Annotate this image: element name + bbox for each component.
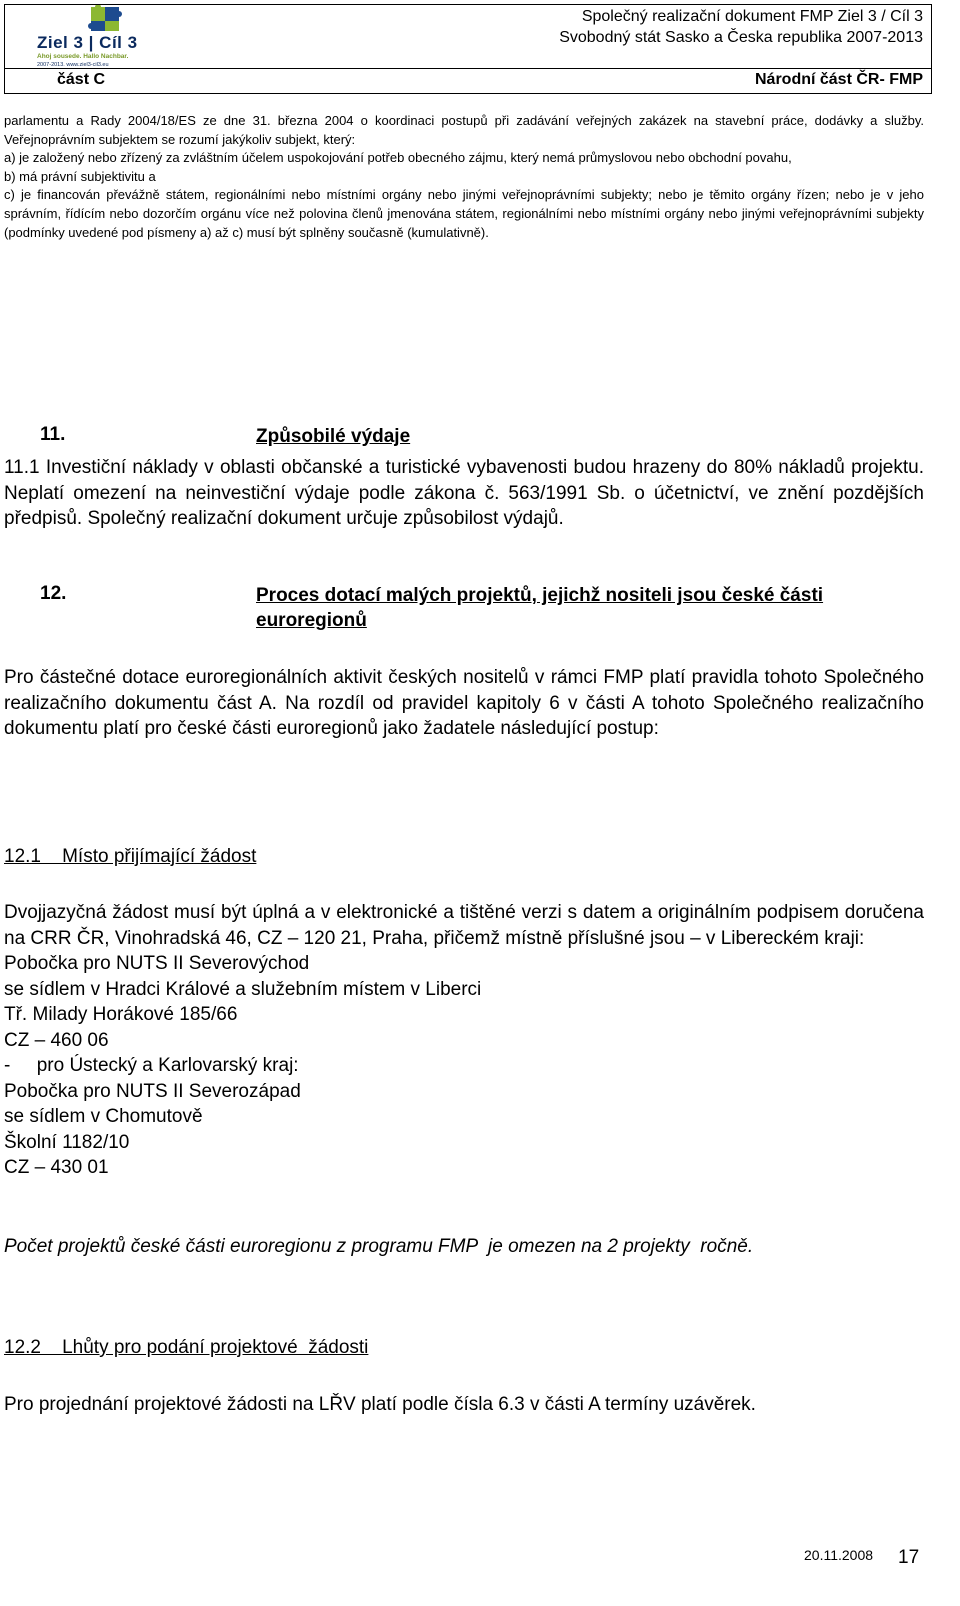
header-title-2: Svobodný stát Sasko a Česka republika 2007-2013 xyxy=(559,29,923,46)
section-11-title: Způsobilé výdaje xyxy=(256,426,411,447)
header-title-1: Společný realizační dokument FMP Ziel 3 / Cíl 3 xyxy=(581,8,923,25)
section-12-1-heading xyxy=(4,844,924,870)
address-line: - pro Ústecký a Karlovarský kraj: xyxy=(4,1055,299,1076)
section-12-title-line-2: euroregionů xyxy=(256,610,367,631)
ziel3-logo xyxy=(7,5,147,71)
section-12-2-paragraph: Pro projednání projektové žádosti na LŘV platí podle čísla 6.3 v části A termíny uzávěrek. xyxy=(4,1394,756,1415)
section-12-1-paragraph: Dvojjazyčná žádost musí být úplná a v elektronické a tištěné verzi s datem a originálním podpisem doručena na CRR ČR, Vinohradská 46, CZ – 120 21, Praha, přičemž místně příslušné jsou – v Libereckém kraji: xyxy=(4,902,924,949)
address-line: se sídlem v Chomutově xyxy=(4,1106,203,1127)
section-12-paragraph: Pro částečné dotace euroregionálních aktivit českých nositelů v rámci FMP platí pravidla tohoto Společného realizačního dokumentu část A. Na rozdíl od pravidel kapitoly 6 v části A tohoto Společného realizačního dokumentu platí pro české části euroregionů jako žadatele následující postup: xyxy=(4,667,924,739)
footer-date: 20.11.2008 xyxy=(804,1547,874,1563)
intro-paragraph-3: b) má právní subjektivitu a xyxy=(4,168,156,184)
section-12-title xyxy=(256,583,924,633)
section-11-text xyxy=(4,455,924,532)
header-part-left: část C xyxy=(57,71,106,88)
address-line: Pobočka pro NUTS II Severovýchod xyxy=(4,953,310,974)
intro-text xyxy=(4,112,924,242)
logo-text: Ziel 3 | Cíl 3 xyxy=(37,33,138,52)
page-header xyxy=(4,4,932,94)
intro-paragraph-1: parlamentu a Rady 2004/18/ES ze dne 31. března 2004 o koordinaci postupů při zadávání veřejných zakázek na stavební práce, dodávky a služby. Veřejnoprávním subjektem se rozumí jakýkoliv subjekt, který: xyxy=(4,113,924,147)
section-11-number: 11. xyxy=(40,424,66,445)
project-limit-note: Počet projektů české části euroregionu z programu FMP je omezen na 2 projekty ročně. xyxy=(4,1236,754,1257)
logo-slogan: Ahoj sousede. Hallo Nachbar. xyxy=(37,53,129,60)
header-divider xyxy=(5,68,931,69)
logo-url: 2007-2013. www.ziel3-cil3.eu xyxy=(37,62,109,68)
address-line: se sídlem v Hradci Králové a služebním místem v Liberci xyxy=(4,978,482,1000)
section-12-2-body xyxy=(4,1392,924,1418)
section-12-text xyxy=(4,665,924,742)
address-line: Pobočka pro NUTS II Severozápad xyxy=(4,1080,301,1102)
section-12-1-note xyxy=(4,1234,924,1260)
section-12-2-heading xyxy=(4,1335,924,1361)
section-12-title-line-1: Proces dotací malých projektů, jejichž nositeli jsou české části xyxy=(256,585,824,606)
section-11-paragraph: 11.1 Investiční náklady v oblasti občanské a turistické vybavenosti budou hrazeny do 80% nákladů projektu. Neplatí omezení na neinvestiční výdaje podle zákona č. 563/1991 Sb. o účetnictví, ve znění pozdějších předpisů. Společný realizační dokument určuje způsobilost výdajů. xyxy=(4,457,924,529)
address-line: CZ – 460 06 xyxy=(4,1029,109,1051)
header-part-right: Národní část ČR- FMP xyxy=(754,71,923,88)
page-number: 17 xyxy=(898,1547,920,1568)
address-line: CZ – 430 01 xyxy=(4,1157,109,1178)
address-line: Tř. Milady Horákové 185/66 xyxy=(4,1004,238,1025)
address-line: Školní 1182/10 xyxy=(4,1131,130,1153)
section-12-1-body xyxy=(4,900,924,1181)
section-12-number: 12. xyxy=(40,583,67,604)
section-12-1-title: 12.1 Místo přijímající žádost xyxy=(4,846,257,867)
intro-paragraph-2: a) je založený nebo zřízený za zvláštním účelem uspokojování potřeb obecného zájmu, který nemá průmyslovou nebo obchodní povahu, xyxy=(4,150,792,166)
section-12-2-title: 12.2 Lhůty pro podání projektové žádosti xyxy=(4,1337,369,1358)
intro-paragraph-4: c) je financován převážně státem, regionálními nebo místními orgány nebo jinými veřejnoprávními subjekty; nebo je těmito orgány řízen; nebo je v jeho správním, řídícím nebo dozorčím orgánu více než polovina členů jmenována státem, regionálními nebo místními orgány nebo jinými veřejnoprávními subjekty (podmínky uvedené pod písmeny a) až c) musí být splněny současně (kumulativně). xyxy=(4,187,924,240)
